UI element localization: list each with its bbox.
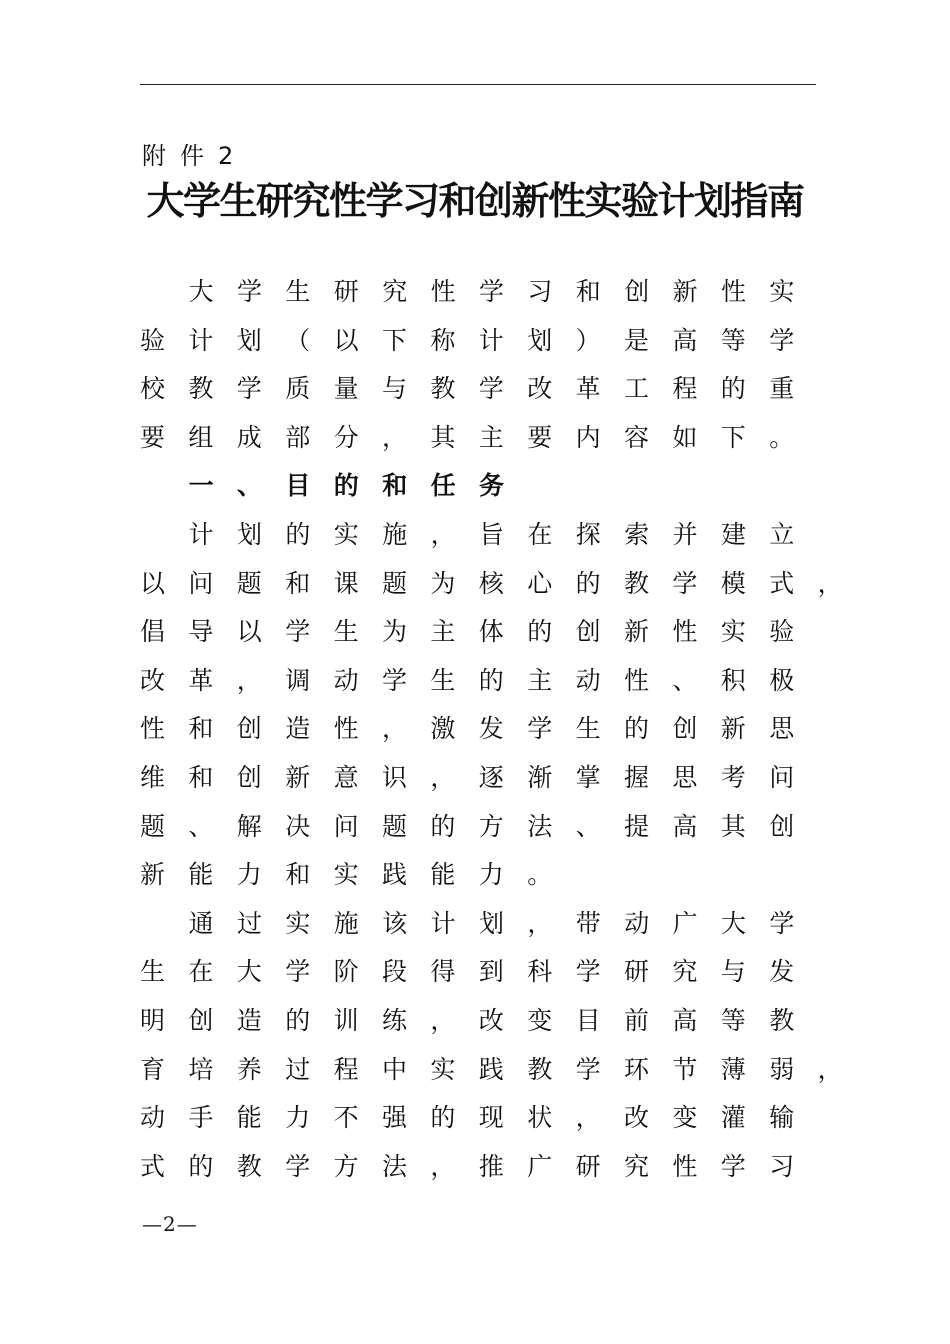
- header-rule: [140, 84, 816, 85]
- paragraph-line: 动手能力不强的现状，改变灌输: [140, 1103, 818, 1133]
- paragraph-line: 性和创造性，激发学生的创新思: [140, 714, 818, 744]
- paragraph-line: 式的教学方法，推广研究性学习: [140, 1151, 818, 1181]
- paragraph-line: 新能力和实践能力。: [140, 860, 576, 890]
- paragraph-line: 以问题和课题为核心的教学模式，: [140, 568, 867, 598]
- section-heading: 一、目的和任务: [188, 471, 528, 501]
- document-body: [140, 268, 867, 1191]
- paragraph-line: 育培养过程中实践教学环节薄弱，: [140, 1054, 867, 1084]
- paragraph-line: 计划的实施，旨在探索并建立: [188, 519, 818, 549]
- paragraph-line: 要组成部分，其主要内容如下。: [140, 422, 818, 452]
- paragraph-line: 题、解决问题的方法、提高其创: [140, 811, 818, 841]
- document-title: 大学生研究性学习和创新性实验计划指南: [146, 178, 804, 223]
- attachment-label: 附件2: [142, 142, 248, 170]
- paragraph-line: 倡导以学生为主体的创新性实验: [140, 617, 818, 647]
- paragraph-line: 改革，调动学生的主动性、积极: [140, 665, 818, 695]
- page-number: —2—: [142, 1212, 198, 1236]
- paragraph-line: 生在大学阶段得到科学研究与发: [140, 957, 818, 987]
- paragraph-line: 维和创新意识，逐渐掌握思考问: [140, 762, 818, 792]
- paragraph-line: 通过实施该计划，带动广大学: [188, 908, 818, 938]
- paragraph-line: 大学生研究性学习和创新性实: [188, 277, 818, 306]
- paragraph-line: 验计划（以下称计划）是高等学: [140, 325, 818, 355]
- paragraph-line: 明创造的训练，改变目前高等教: [140, 1005, 818, 1035]
- paragraph-line: 校教学质量与教学改革工程的重: [140, 374, 818, 404]
